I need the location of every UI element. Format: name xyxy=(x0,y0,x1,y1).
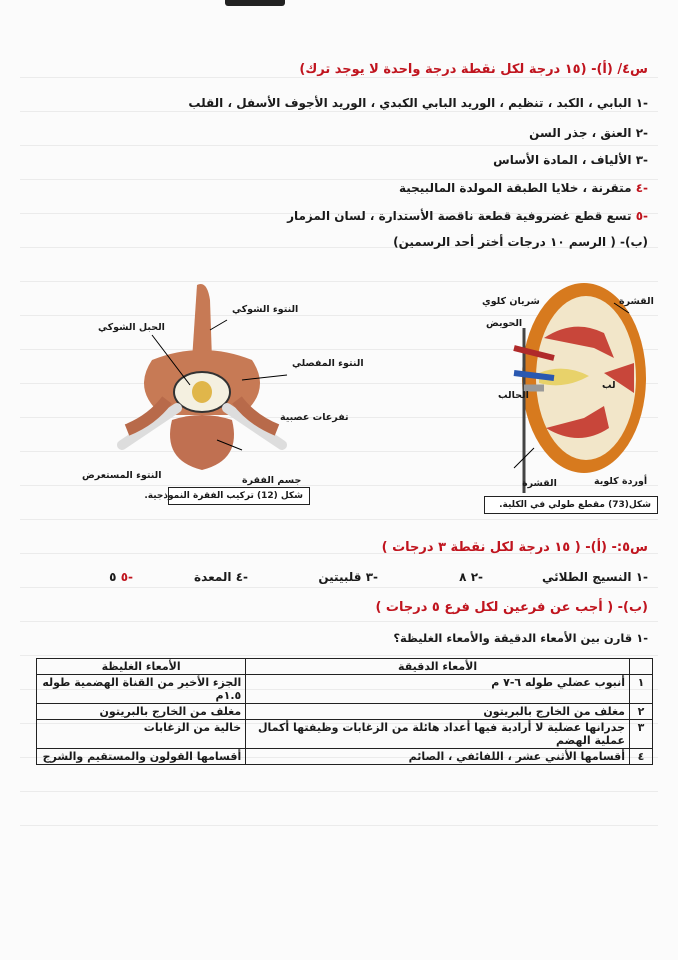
table-header-num xyxy=(630,659,653,675)
kidney-label-veins: أوردة كلوية xyxy=(594,476,648,487)
table-header-large: الأمعاء الغليظة xyxy=(37,659,246,675)
table-cell-small: مغلف من الخارج بالبريتون xyxy=(246,704,630,720)
table-cell-large: أقسامها القولون والمستقيم والشرج xyxy=(37,749,246,765)
q5-item-1 xyxy=(542,570,648,584)
q4-item-num: -٤ xyxy=(635,181,648,195)
table-row xyxy=(37,704,653,720)
q5-item-num: -٥ xyxy=(120,570,133,584)
q4-item-3 xyxy=(493,153,648,167)
q5-item-text: النسيج الطلائي xyxy=(541,570,632,584)
q4-item-text: تسع قطع غضروفية قطعة ناقصة الأستدارة ، لسان المزمار xyxy=(287,209,632,223)
vertebra-label-spinal-cord: الحبل الشوكي xyxy=(98,322,165,333)
vertebra-label-nerve-branches: تفرعات عصبية xyxy=(280,412,349,423)
q4-item-text: العنق ، جذر السن xyxy=(529,126,632,140)
q4-item-text: الألياف ، المادة الأساس xyxy=(493,153,632,167)
kidney-label-cortex-bottom: القشرة xyxy=(522,478,557,489)
q4-item-num: -٣ xyxy=(635,153,648,167)
q4-item-text: البابي ، الكبد ، تنظيم ، الوريد البابي الكبدي ، الوريد الأجوف الأسفل ، القلب xyxy=(188,96,632,110)
q5-item-text: ٥ xyxy=(109,570,117,584)
table-header-small: الأمعاء الدقيقة xyxy=(246,659,630,675)
table-cell-num: ٤ xyxy=(630,749,653,765)
q5-item-num: -١ xyxy=(635,570,648,584)
vertebra-label-body: جسم الفقرة xyxy=(242,475,302,486)
kidney-illustration xyxy=(484,278,654,493)
kidney-label-ureter: الحالب xyxy=(498,390,529,401)
kidney-caption: شكل(73) مقطع طولي في الكلية. xyxy=(484,496,658,514)
table-cell-num: ٣ xyxy=(630,720,653,749)
q5-item-num: -٢ xyxy=(470,570,483,584)
q5-item-num: -٤ xyxy=(235,570,248,584)
q4-item-2 xyxy=(529,126,648,140)
table-cell-small: أقسامها الأثني عشر ، اللفائفي ، الصائم xyxy=(246,749,630,765)
q4-item-text: متقرنة ، خلايا الطبقة المولدة المالبيجية xyxy=(398,181,632,195)
q5-item-3 xyxy=(318,570,378,584)
table-header-row xyxy=(37,659,653,675)
q5-heading: س٥:- (أ)- ( ١٥ درجة لكل نقطة ٣ درجات ) xyxy=(381,540,648,555)
q4-item-num: -٥ xyxy=(635,209,648,223)
table-row xyxy=(37,749,653,765)
q5-item-num: -٣ xyxy=(365,570,378,584)
kidney-figure xyxy=(484,278,654,493)
kidney-label-cortex-top: القشرة xyxy=(619,296,654,307)
kidney-label-artery: شريان كلوي xyxy=(482,296,540,307)
q4-item-5 xyxy=(287,209,648,223)
table-cell-num: ١ xyxy=(630,675,653,704)
q4-part-b: (ب)- ( الرسم ١٠ درجات أختر أحد الرسمين) xyxy=(393,235,648,249)
table-cell-small: أنبوب عضلي طوله ٦-٧ م xyxy=(246,675,630,704)
comparison-table xyxy=(36,658,653,765)
table-row xyxy=(37,675,653,704)
table-cell-num: ٢ xyxy=(630,704,653,720)
vertebra-label-spinous: النتوء الشوكي xyxy=(232,304,299,315)
kidney-label-pelvis: الحويض xyxy=(486,318,523,329)
q4-item-1 xyxy=(188,96,648,110)
table-cell-large: مغلف من الخارج بالبريتون xyxy=(37,704,246,720)
q5-item-4 xyxy=(194,570,248,584)
vertebra-figure xyxy=(82,280,364,490)
top-fragment xyxy=(225,0,285,6)
q5-item-5 xyxy=(109,570,133,584)
q4-item-num: -١ xyxy=(635,96,648,110)
kidney-label-medulla: لب xyxy=(602,380,616,391)
q4-item-num: -٢ xyxy=(635,126,648,140)
table-row xyxy=(37,720,653,749)
table-cell-large: خالية من الزغابات xyxy=(37,720,246,749)
q5-part-b: (ب)- ( أجب عن فرعين لكل فرع ٥ درجات ) xyxy=(375,600,648,615)
vertebra-caption: شكل (12) تركيب الفقرة النموذجية. xyxy=(168,487,310,505)
table-cell-small: جدرانها عضلية لا أرادية فيها أعداد هائلة من الزغابات وظيفتها أكمال عملية الهضم xyxy=(246,720,630,749)
q5-item-text: قلبيتين xyxy=(318,570,362,584)
q5-item-2 xyxy=(459,570,483,584)
vertebra-label-transverse: النتوء المستعرض xyxy=(82,470,162,481)
vertebra-label-articular: النتوء المفصلي xyxy=(292,358,364,369)
q4-item-4 xyxy=(399,181,648,195)
q5-question: -١ قارن بين الأمعاء الدقيقة والأمعاء الغليظة؟ xyxy=(393,631,648,645)
table-cell-large: الجزء الأخير من القناة الهضمية طوله ١.٥م xyxy=(37,675,246,704)
q5-item-text: ٨ xyxy=(459,570,467,584)
q4-heading: س٤/ (أ)- (١٥ درجة لكل نقطة درجة واحدة لا يوجد ترك) xyxy=(299,62,648,77)
q5-item-text: المعدة xyxy=(194,570,232,584)
